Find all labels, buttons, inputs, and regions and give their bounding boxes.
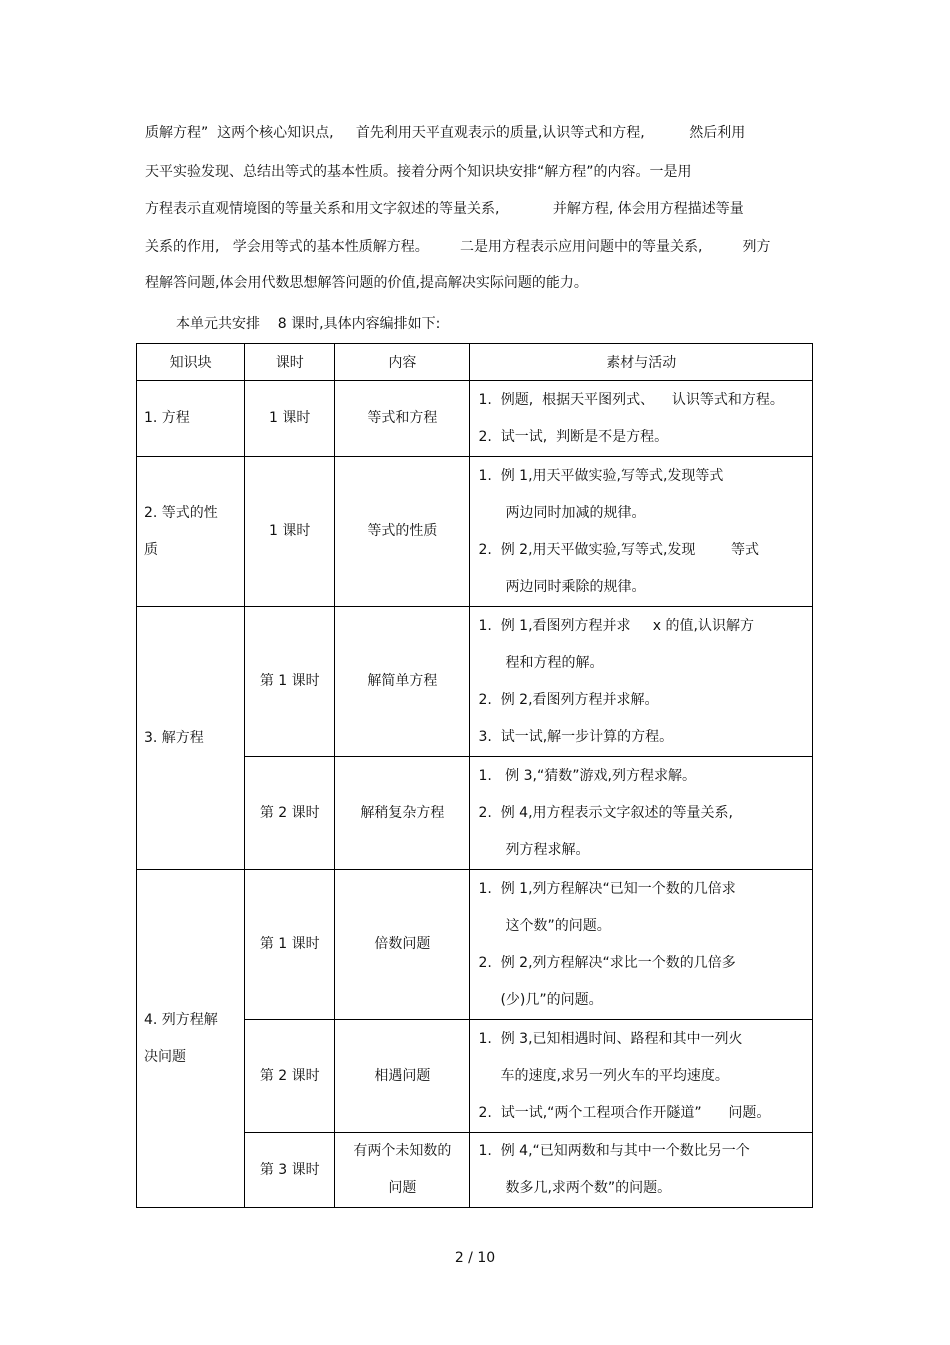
header-block: 知识块: [137, 344, 245, 381]
content-cell: 等式和方程: [335, 381, 470, 457]
activities-cell: [470, 381, 813, 457]
activity-item: 1. 例 4,“已知两数和与其中一个数比另一个: [478, 1143, 750, 1159]
header-content: 内容: [335, 344, 470, 381]
block-cell: 3. 解方程: [137, 607, 245, 870]
activity-item: 2. 例 2,列方程解决“求比一个数的几倍多: [478, 954, 736, 971]
period-cell: 第 3 课时: [245, 1133, 335, 1208]
content-cell-line: 问题: [388, 1180, 417, 1196]
activity-item: 2. 例 4,用方程表示文字叙述的等量关系,: [478, 804, 733, 821]
activity-item: 2. 例 2,看图列方程并求解。: [478, 691, 659, 708]
activities-cell: [470, 870, 813, 1020]
activity-item: 数多几,求两个数”的问题。: [505, 1180, 672, 1196]
paragraph-line: 程解答问题,体会用代数思想解答问题的价值,提高解决实际问题的能力。: [145, 275, 588, 291]
activity-item: 车的速度,求另一列火车的平均速度。: [500, 1067, 729, 1084]
block-cell-line: 4. 列方程解: [144, 1011, 218, 1028]
block-cell-line: 决问题: [144, 1048, 186, 1065]
activity-item: 2. 例 2,用天平做实验,写等式,发现 等式: [478, 541, 760, 558]
activity-item: 列方程求解。: [505, 841, 590, 858]
content-cell: [335, 1133, 470, 1208]
table-intro: 本单元共安排 8 课时,具体内容编排如下:: [176, 316, 441, 332]
content-cell: 解简单方程: [335, 607, 470, 757]
activity-item: 1. 例 3,“猜数”游戏,列方程求解。: [478, 767, 696, 784]
table-row: [137, 381, 813, 457]
activity-item: 1. 例 1,列方程解决“已知一个数的几倍求: [478, 880, 736, 897]
activity-item: 1. 例 1,看图列方程并求 x 的值,认识解方: [478, 617, 754, 634]
block-cell: [137, 870, 245, 1208]
activity-item: 程和方程的解。: [505, 654, 604, 671]
activities-cell: [470, 1020, 813, 1133]
activity-item: 这个数”的问题。: [505, 917, 611, 934]
period-cell: 1 课时: [245, 381, 335, 457]
activity-item: 3. 试一试,解一步计算的方程。: [478, 728, 674, 745]
paragraph-line: 关系的作用, 学会用等式的基本性质解方程。 二是用方程表示应用问题中的等量关系, 列方: [145, 239, 771, 255]
content-cell: 倍数问题: [335, 870, 470, 1020]
activity-item: (少)几”的问题。: [500, 991, 603, 1008]
activity-item: 2. 试一试, 判断是不是方程。: [478, 428, 669, 445]
paragraph-line: 方程表示直观情境图的等量关系和用文字叙述的等量关系, 并解方程, 体会用方程描述等量: [145, 201, 744, 217]
lesson-plan-table: [136, 343, 813, 1208]
activity-item: 1. 例 1,用天平做实验,写等式,发现等式: [478, 467, 724, 484]
activities-cell: [470, 757, 813, 870]
activity-item: 2. 试一试,“两个工程项合作开隧道” 问题。: [478, 1104, 771, 1121]
table-row: [137, 457, 813, 607]
table-header-row: [137, 344, 813, 381]
activity-item: 两边同时加减的规律。: [505, 504, 646, 521]
period-cell: 第 2 课时: [245, 757, 335, 870]
table-row: [137, 870, 813, 1020]
activity-item: 两边同时乘除的规律。: [505, 578, 646, 595]
block-cell-line: 质: [144, 541, 158, 558]
content-cell: 等式的性质: [335, 457, 470, 607]
header-period: 课时: [245, 344, 335, 381]
block-cell-line: 2. 等式的性: [144, 504, 218, 521]
activities-cell: [470, 607, 813, 757]
table-row: [137, 607, 813, 757]
content-cell-line: 有两个未知数的: [353, 1143, 452, 1159]
activity-item: 1. 例 3,已知相遇时间、路程和其中一列火: [478, 1030, 743, 1047]
period-cell: 第 2 课时: [245, 1020, 335, 1133]
activities-cell: [470, 457, 813, 607]
paragraph-line: 天平实验发现、总结出等式的基本性质。接着分两个知识块安排“解方程”的内容。一是用: [145, 164, 692, 180]
paragraph-line: 质解方程” 这两个核心知识点, 首先利用天平直观表示的质量,认识等式和方程, 然后利用: [145, 125, 746, 141]
block-cell: [137, 457, 245, 607]
period-cell: 1 课时: [245, 457, 335, 607]
content-cell: 相遇问题: [335, 1020, 470, 1133]
period-cell: 第 1 课时: [245, 870, 335, 1020]
activities-cell: [470, 1133, 813, 1208]
activity-item: 1. 例题, 根据天平图列式、 认识等式和方程。: [478, 391, 784, 408]
block-cell: 1. 方程: [137, 381, 245, 457]
content-cell: 解稍复杂方程: [335, 757, 470, 870]
page-number: 2 / 10: [454, 1250, 496, 1266]
header-activities: 素材与活动: [470, 344, 813, 381]
period-cell: 第 1 课时: [245, 607, 335, 757]
